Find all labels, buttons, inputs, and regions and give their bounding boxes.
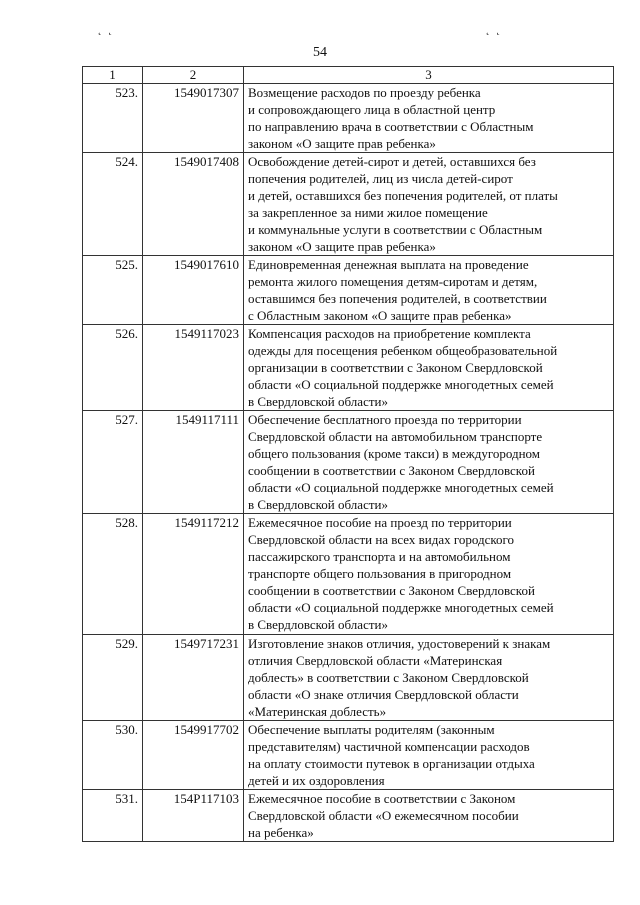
row-code: 1549017408 [143, 153, 244, 256]
table-row [83, 635, 614, 721]
row-description: Ежемесячное пособие на проезд по территории Свердловской области на всех видах городского пассажирского транспорта и на автомобильном транспорте общего пользования в пригородном сообщении в соответствии с Законом Свердловской области «О социальной поддержке многодетных семей в Свердловской области» [244, 514, 614, 635]
scan-artifact-left: ˛ ˛ [98, 24, 115, 36]
row-number: 524. [83, 153, 143, 256]
column-header-2: 2 [143, 67, 244, 84]
table-row [83, 721, 614, 790]
row-number: 531. [83, 790, 143, 842]
table-row [83, 514, 614, 635]
table-body [83, 84, 614, 842]
row-code: 1549017610 [143, 256, 244, 325]
table-row [83, 790, 614, 842]
row-number: 525. [83, 256, 143, 325]
row-description: Возмещение расходов по проезду ребенка и сопровождающего лица в областной центр по направлению врача в соответствии с Областным законом «О защите прав ребенка» [244, 84, 614, 153]
scan-artifact-right: ˛ ˛ [486, 24, 503, 36]
row-number: 529. [83, 635, 143, 721]
table-header [83, 67, 614, 84]
row-description: Ежемесячное пособие в соответствии с Законом Свердловской области «О ежемесячном пособии на ребенка» [244, 790, 614, 842]
row-description: Освобождение детей-сирот и детей, оставшихся без попечения родителей, лиц из числа детей-сирот и детей, оставшихся без попечения родителей, от платы за закрепленное за ними жилое помещение и коммунальные услуги в соответствии с Областным законом «О защите прав ребенка» [244, 153, 614, 256]
row-description: Компенсация расходов на приобретение комплекта одежды для посещения ребенком общеобразовательной организации в соответствии с Законом Свердловской области «О социальной поддержке многодетных семей в Свердловской области» [244, 325, 614, 411]
row-code: 1549017307 [143, 84, 244, 153]
row-description: Обеспечение бесплатного проезда по территории Свердловской области на автомобильном транспорте общего пользования (кроме такси) в междугородном сообщении в соответствии с Законом Свердловской области «О социальной поддержке многодетных семей в Свердловской области» [244, 411, 614, 514]
row-number: 526. [83, 325, 143, 411]
table-row [83, 153, 614, 256]
registry-table [82, 66, 614, 842]
page-number: 54 [313, 45, 327, 60]
row-description: Обеспечение выплаты родителям (законным представителям) частичной компенсации расходов на оплату стоимости путевок в организации отдыха детей и их оздоровления [244, 721, 614, 790]
column-header-3: 3 [244, 67, 614, 84]
row-description: Изготовление знаков отличия, удостоверений к знакам отличия Свердловской области «Материнская доблесть» в соответствии с Законом Свердловской области «О знаке отличия Свердловской области «Материнская доблесть» [244, 635, 614, 721]
row-number: 523. [83, 84, 143, 153]
header-row [83, 67, 614, 84]
table-row [83, 325, 614, 411]
row-code: 1549717231 [143, 635, 244, 721]
row-code: 1549917702 [143, 721, 244, 790]
row-description: Единовременная денежная выплата на проведение ремонта жилого помещения детям-сиротам и детям, оставшимся без попечения родителей, в соответствии с Областным законом «О защите прав ребенка» [244, 256, 614, 325]
row-code: 154P117103 [143, 790, 244, 842]
row-number: 527. [83, 411, 143, 514]
table-row [83, 84, 614, 153]
row-code: 1549117023 [143, 325, 244, 411]
row-number: 528. [83, 514, 143, 635]
row-number: 530. [83, 721, 143, 790]
table-row [83, 411, 614, 514]
row-code: 1549117111 [143, 411, 244, 514]
row-code: 1549117212 [143, 514, 244, 635]
column-header-1: 1 [83, 67, 143, 84]
table-row [83, 256, 614, 325]
